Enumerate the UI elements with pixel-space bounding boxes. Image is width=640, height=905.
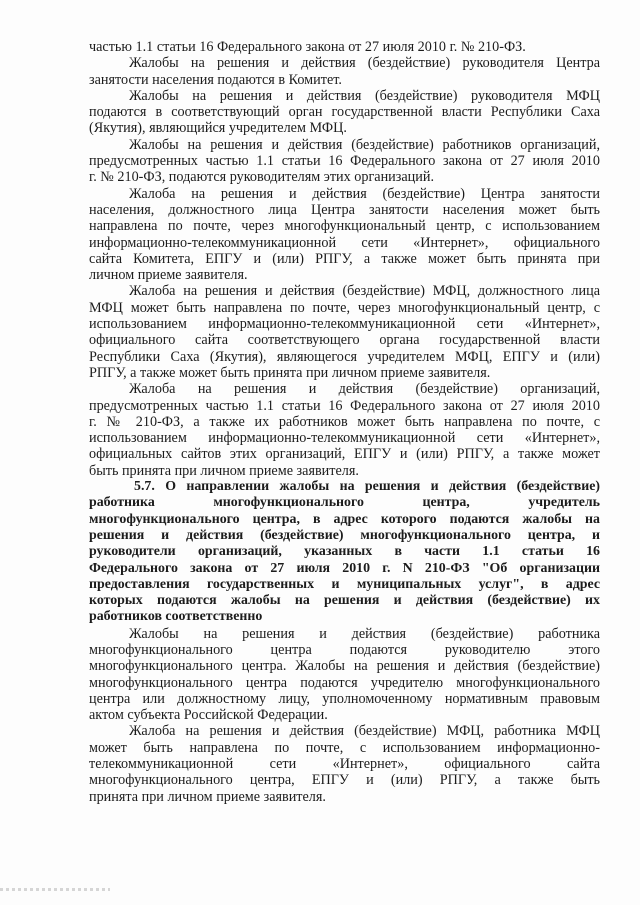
text-line: использованием информационно-телекоммуникационной сети «Интернет», [89,430,600,447]
text-line: Жалоба на решения и действия (бездействие) организаций, [129,381,600,398]
text-line: предусмотренных частью 1.1 статьи 16 Федерального закона от 27 июля 2010 [89,397,600,414]
section-heading-line: решения и действия (бездействие) многофункционального центра, и [89,527,600,543]
text-line: Республики Саха (Якутия), являющегося учредителем МФЦ, ЕПГУ и (или) [89,348,600,365]
text-line: официального сайта соответствующего органа государственной власти [89,332,600,349]
text-line: Жалобы на решения и действия (бездействие) руководителя Центра [129,55,600,72]
text-line: населения, должностного лица Центра занятости населения может быть [89,201,600,218]
section-heading-line: работника многофункционального центра, учредитель [89,495,600,511]
text-line: Жалоба на решения и действия (бездействие) Центра занятости [129,185,600,202]
text-line: г. № 210-ФЗ, подаются руководителям этих организаций. [89,169,434,186]
text-line: подаются в соответствующий орган государственной власти Республики Саха [89,104,600,121]
text-line: официальных сайтов этих организаций, ЕПГУ и (или) РПГУ, а также может [89,446,600,463]
text-line: многофункционального центра подаются руководителю этого [89,641,600,658]
text-line: Жалобы на решения и действия (бездействие) руководителя МФЦ [129,87,600,104]
section-heading-line: работников соответственно [89,609,263,625]
text-line: направлена по почте, через многофункциональный центр, с использованием [89,218,600,235]
section-heading-line: 5.7. О направлении жалобы на решения и действия (бездействие) [134,479,600,495]
text-line: личном приеме заявителя. [89,267,248,284]
section-heading-line: Федерального закона от 27 июля 2010 г. N 210-ФЗ "Об организации [89,560,600,576]
section-heading-line: руководители организаций, указанных в части 1.1 статьи 16 [89,544,600,560]
text-line: Жалоба на решения и действия (бездействие) МФЦ, должностного лица [129,283,600,300]
text-line: многофункционального центра, ЕПГУ и (или) РПГУ, а также быть [89,772,600,789]
text-line: информационно-телекоммуникационной сети «Интернет», официального [89,234,600,251]
text-line: МФЦ может быть направлена по почте, через многофункциональный центр, с [89,299,600,316]
text-line: актом субъекта Российской Федерации. [89,707,328,724]
text-line: может быть направлена по почте, с использованием информационно- [89,739,600,756]
text-line: телекоммуникационной сети «Интернет», официального сайта [89,756,600,773]
text-line: частью 1.1 статьи 16 Федерального закона от 27 июля 2010 г. № 210-ФЗ. [89,39,526,55]
scan-artifact [0,888,110,891]
text-line: занятости населения подаются в Комитет. [89,71,342,88]
text-line: использованием информационно-телекоммуникационной сети «Интернет», [89,316,600,333]
text-line: принята при личном приеме заявителя. [89,788,326,805]
text-line: г. № 210-ФЗ, а также их работников может быть направлена по почте, с [89,413,600,430]
text-line: (Якутия), являющийся учредителем МФЦ. [89,120,347,137]
text-line: сайта Комитета, ЕПГУ и (или) РПГУ, а также может быть принята при [89,250,600,267]
text-line: многофункционального центра подаются учредителю многофункционального [89,674,600,691]
text-line: предусмотренных частью 1.1 статьи 16 Федерального закона от 27 июля 2010 [89,153,600,170]
section-heading-line: которых подаются жалобы на решения и действия (бездействие) их [89,593,600,609]
section-heading-line: многофункционального центра, в адрес которого подаются жалобы на [89,511,600,527]
text-line: центра или должностному лицу, уполномоченному нормативным правовым [89,690,600,707]
text-line: быть принята при личном приеме заявителя. [89,462,359,479]
text-line: Жалобы на решения и действия (бездействие) работников организаций, [129,136,600,153]
document-body [89,39,600,805]
text-line: Жалобы на решения и действия (бездействие) работника [129,625,600,642]
text-line: многофункционального центра. Жалобы на решения и действия (бездействие) [89,658,600,675]
text-line: Жалоба на решения и действия (бездействие) МФЦ, работника МФЦ [129,723,600,740]
text-line: РПГУ, а также может быть принята при личном приеме заявителя. [89,364,491,381]
section-heading-line: предоставления государственных и муниципальных услуг", в адрес [89,576,600,592]
